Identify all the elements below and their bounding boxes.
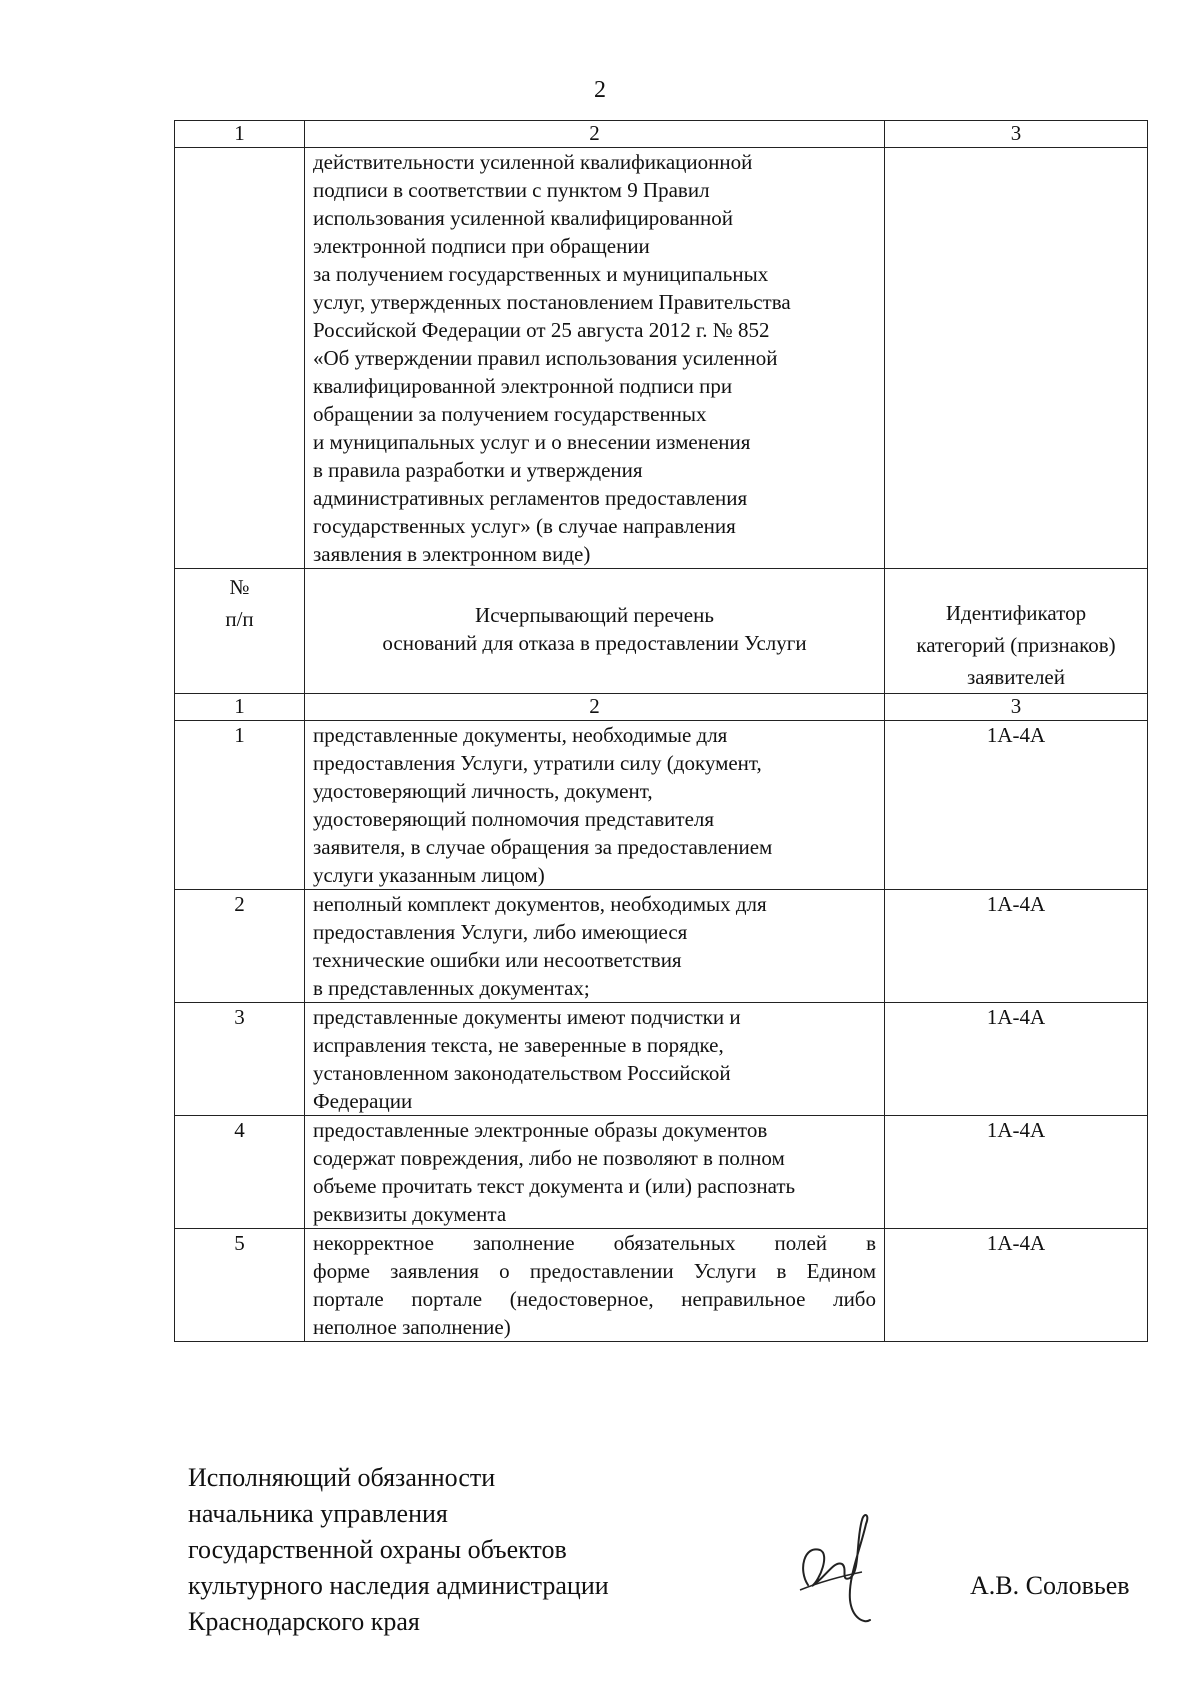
continuation-line: услуг, утвержденных постановлением Правительства <box>313 290 791 314</box>
header-identifier <box>885 569 1148 694</box>
continuation-line: обращении за получением государственных <box>313 402 707 426</box>
header-identifier-line: заявителей <box>967 665 1065 689</box>
row-ground-text <box>305 1229 885 1342</box>
continuation-line: действительности усиленной квалификационной <box>313 150 753 174</box>
row-applicant-id: 1А-4А <box>885 890 1148 1003</box>
row-applicant-id: 1А-4А <box>885 1116 1148 1229</box>
ground-line: Федерации <box>313 1089 413 1113</box>
continuation-line: электронной подписи при обращении <box>313 234 650 258</box>
row-applicant-id: 1А-4А <box>885 721 1148 890</box>
row-ground-text <box>305 1003 885 1116</box>
header-identifier-line: категорий (признаков) <box>916 633 1116 657</box>
header-grounds-line: Исчерпывающий перечень <box>475 603 714 627</box>
column-number-2: 2 <box>305 694 885 721</box>
continuation-line: административных регламентов предоставления <box>313 486 748 510</box>
continuation-line: подписи в соответствии с пунктом 9 Правил <box>313 178 710 202</box>
continuation-line: в правила разработки и утверждения <box>313 458 643 482</box>
ground-line: исправления текста, не заверенные в порядке, <box>313 1033 724 1057</box>
page-number: 2 <box>594 77 606 103</box>
header-pp: п/п <box>225 607 254 631</box>
ground-line: установленном законодательством Российской <box>313 1061 731 1085</box>
continuation-line: «Об утверждении правил использования усиленной <box>313 346 778 370</box>
ground-line: предоставления Услуги, либо имеющиеся <box>313 920 688 944</box>
continuation-row <box>175 148 1148 569</box>
handwritten-signature <box>790 1490 880 1630</box>
ground-line: неполный комплект документов, необходимых для <box>313 892 767 916</box>
ground-line: объеме прочитать текст документа и (или) распознать <box>313 1174 796 1198</box>
row-ground-text <box>305 721 885 890</box>
signature-title-line: Краснодарского края <box>188 1607 420 1636</box>
continuation-line: за получением государственных и муниципальных <box>313 262 769 286</box>
ground-line: заявителя, в случае обращения за предоставлением <box>313 835 773 859</box>
continuation-line: и муниципальных услуг и о внесении изменения <box>313 430 751 454</box>
ground-line: форме заявления о предоставлении Услуги в Едином <box>313 1259 876 1283</box>
signature-title-line: государственной охраны объектов <box>188 1535 567 1564</box>
ground-line: удостоверяющий личность, документ, <box>313 779 653 803</box>
signature-title-line: начальника управления <box>188 1499 448 1528</box>
row-ground-text <box>305 890 885 1003</box>
ground-line: предоставленные электронные образы документов <box>313 1118 768 1142</box>
table-row <box>175 1116 1148 1229</box>
signature-title-line: культурного наследия администрации <box>188 1571 609 1600</box>
ground-line: услуги указанным лицом) <box>313 863 545 887</box>
row-number: 2 <box>175 890 305 1003</box>
ground-line: представленные документы имеют подчистки и <box>313 1005 741 1029</box>
ground-line: технические ошибки или несоответствия <box>313 948 682 972</box>
column-number-1: 1 <box>175 694 305 721</box>
ground-line: некорректное заполнение обязательных полей в <box>313 1231 876 1255</box>
header-number-sign: № <box>229 575 250 599</box>
header-grounds-line: оснований для отказа в предоставлении Услуги <box>382 631 807 655</box>
ground-line: содержат повреждения, либо не позволяют в полном <box>313 1146 785 1170</box>
column-number-3: 3 <box>885 694 1148 721</box>
ground-line: в представленных документах; <box>313 976 590 1000</box>
table-row <box>175 721 1148 890</box>
grounds-table <box>174 120 1148 1342</box>
table-header-row <box>175 569 1148 694</box>
ground-line: реквизиты документа <box>313 1202 507 1226</box>
ground-line: представленные документы, необходимые для <box>313 723 728 747</box>
header-identifier-line: Идентификатор <box>945 601 1087 625</box>
row-number: 4 <box>175 1116 305 1229</box>
row-applicant-id: 1А-4А <box>885 1229 1148 1342</box>
row-applicant-id: 1А-4А <box>885 1003 1148 1116</box>
signer-name: А.В. Соловьев <box>970 1571 1130 1600</box>
header-number <box>175 569 305 694</box>
ground-line: неполное заполнение) <box>313 1315 511 1339</box>
column-number-2: 2 <box>305 121 885 148</box>
continuation-cell-empty <box>175 148 305 569</box>
ground-line: предоставления Услуги, утратили силу (документ, <box>313 751 762 775</box>
table-row <box>175 1003 1148 1116</box>
header-grounds <box>305 569 885 694</box>
ground-line: портале портале (недостоверное, неправильное либо <box>313 1287 876 1311</box>
row-number: 3 <box>175 1003 305 1116</box>
continuation-cell-empty <box>885 148 1148 569</box>
continuation-line: государственных услуг» (в случае направления <box>313 514 736 538</box>
row-number: 1 <box>175 721 305 890</box>
signature-title-line: Исполняющий обязанности <box>188 1463 496 1492</box>
ground-line: удостоверяющий полномочия представителя <box>313 807 715 831</box>
continuation-line: Российской Федерации от 25 августа 2012 г. № 852 <box>313 318 770 342</box>
column-number-1: 1 <box>175 121 305 148</box>
row-ground-text <box>305 1116 885 1229</box>
signature-block <box>188 1460 609 1640</box>
row-number: 5 <box>175 1229 305 1342</box>
continuation-line: квалифицированной электронной подписи при <box>313 374 733 398</box>
grounds-rows <box>175 721 1148 1342</box>
table-row <box>175 890 1148 1003</box>
continuation-line: заявления в электронном виде) <box>313 542 591 566</box>
continuation-line: использования усиленной квалифицированной <box>313 206 733 230</box>
column-number-3: 3 <box>885 121 1148 148</box>
continuation-text <box>305 148 885 569</box>
table-row <box>175 1229 1148 1342</box>
column-number-row <box>175 694 1148 721</box>
column-number-row <box>175 121 1148 148</box>
